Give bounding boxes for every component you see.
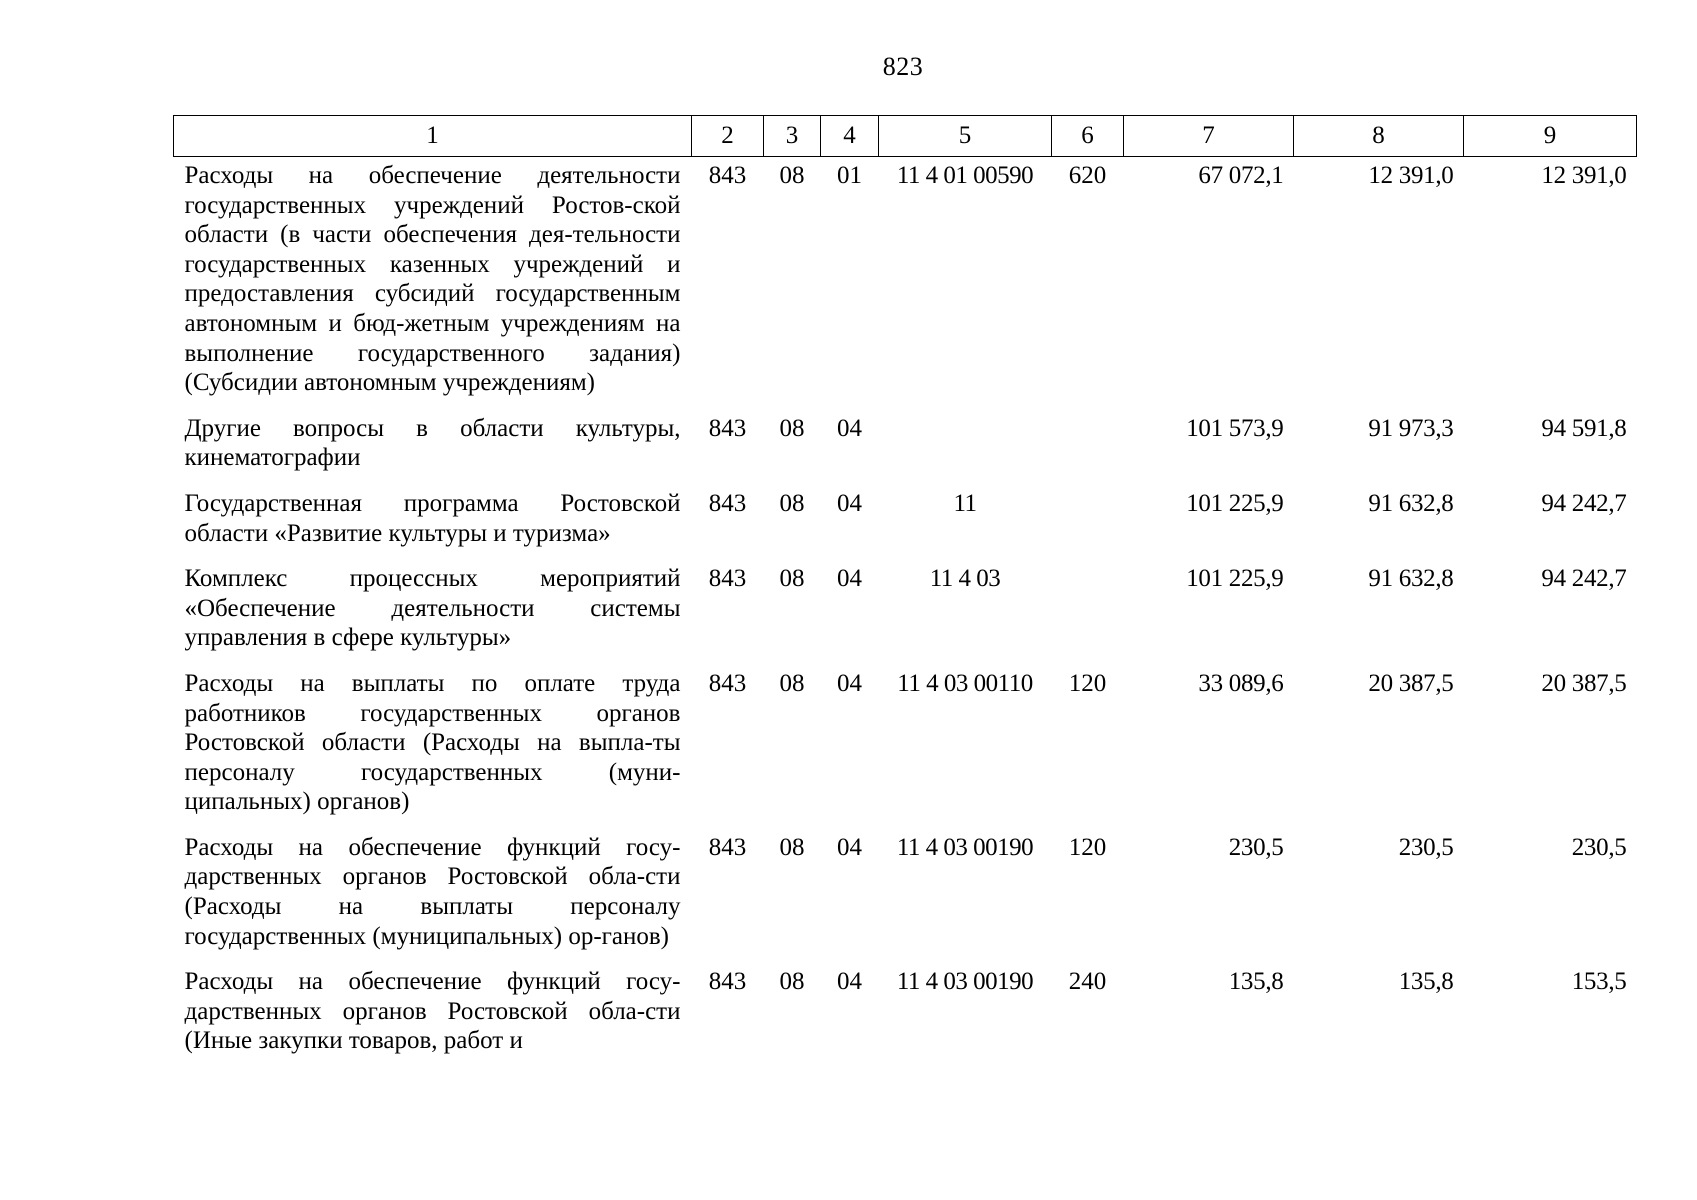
amount-col-7: 101 225,9 [1186,565,1284,593]
amount-col-9: 94 242,7 [1541,489,1627,517]
amount-col-9: 230,5 [1571,833,1627,861]
ministry-code: 843 [708,162,747,189]
table-row [174,406,1637,481]
section-code: 08 [779,565,805,593]
expense-type-code: 240 [1068,968,1107,996]
target-article-code [879,406,1052,481]
row-description: Расходы на обеспечение деятельности государственных учреждений Ростов-ской области (в части обеспечения дея-тельности государственных казенных учреждений и предоставления субсидий государственным автономным и бюд-жетным учреждениям на выполнение государственного задания) (Субсидии автономным учреждениям) [184,162,681,397]
ministry-code: 843 [708,414,747,442]
subsection-code: 04 [837,414,862,442]
section-code: 08 [779,162,805,189]
amount-col-8: 12 391,0 [1368,162,1454,189]
expense-type-code: 620 [1068,162,1107,189]
amount-col-8: 91 973,3 [1368,414,1454,442]
row-description: Расходы на обеспечение функций госу-дарственных органов Ростовской обла-сти (Расходы на выплаты персоналу государственных (муниципальных) ор-ганов) [184,833,681,950]
expense-type-code [1052,556,1124,661]
table-row [174,959,1637,1064]
expense-type-code: 120 [1068,833,1107,861]
subsection-code: 04 [837,833,862,861]
section-code: 08 [779,833,805,861]
page-number: 823 [882,52,924,81]
ministry-code: 843 [708,565,747,593]
column-header: 7 [1124,116,1294,157]
amount-col-9: 94 242,7 [1541,565,1627,593]
section-code: 08 [779,414,805,442]
expense-type-code [1052,406,1124,481]
amount-col-7: 230,5 [1228,833,1284,861]
column-header: 4 [821,116,879,157]
column-header: 2 [692,116,764,157]
section-code: 08 [779,489,805,517]
row-description: Другие вопросы в области культуры, кинематографии [184,414,681,472]
ministry-code: 843 [708,489,747,517]
target-article-code: 11 4 03 [929,565,1001,593]
amount-col-8: 230,5 [1398,833,1454,861]
table-row [174,556,1637,661]
amount-col-7: 101 573,9 [1186,414,1284,442]
amount-col-8: 135,8 [1398,968,1454,996]
table-row [174,825,1637,959]
table-row [174,661,1637,825]
amount-col-9: 12 391,0 [1541,162,1627,189]
amount-col-7: 135,8 [1228,968,1284,996]
column-header: 1 [174,116,692,157]
column-header: 6 [1052,116,1124,157]
column-header: 9 [1464,116,1637,157]
amount-col-9: 94 591,8 [1541,414,1627,442]
expense-type-code: 120 [1068,669,1107,697]
row-description: Расходы на обеспечение функций госу-дарственных органов Ростовской обла-сти (Иные закупки товаров, работ и [184,968,681,1055]
section-code: 08 [779,968,805,996]
target-article-code: 11 4 03 00110 [897,669,1033,697]
row-description: Комплекс процессных мероприятий «Обеспечение деятельности системы управления в сфере культуры» [184,565,681,652]
target-article-code: 11 4 03 00190 [896,968,1034,996]
ministry-code: 843 [708,968,747,996]
amount-col-8: 20 387,5 [1368,669,1454,697]
target-article-code: 11 4 03 00190 [896,833,1034,861]
column-header: 8 [1294,116,1464,157]
row-description: Государственная программа Ростовской области «Развитие культуры и туризма» [184,489,681,547]
amount-col-9: 153,5 [1571,968,1627,996]
expense-type-code [1052,481,1124,556]
amount-col-7: 33 089,6 [1198,669,1284,697]
target-article-code: 11 [953,489,977,517]
ministry-code: 843 [708,669,747,697]
amount-col-7: 67 072,1 [1198,162,1284,189]
amount-col-9: 20 387,5 [1541,669,1627,697]
column-header: 5 [879,116,1052,157]
table-header-row [174,116,1637,157]
subsection-code: 04 [837,968,862,996]
budget-table [173,115,1637,1064]
subsection-code: 04 [837,489,862,517]
ministry-code: 843 [708,833,747,861]
table-row [174,157,1637,406]
subsection-code: 04 [837,565,862,593]
section-code: 08 [779,669,805,697]
amount-col-7: 101 225,9 [1186,489,1284,517]
column-header: 3 [764,116,821,157]
target-article-code: 11 4 01 00590 [896,162,1034,189]
amount-col-8: 91 632,8 [1368,489,1454,517]
amount-col-8: 91 632,8 [1368,565,1454,593]
row-description: Расходы на выплаты по оплате труда работников государственных органов Ростовской области (Расходы на выпла-ты персоналу государственных (муни-ципальных) органов) [184,669,681,816]
subsection-code: 01 [837,162,862,189]
table-row [174,481,1637,556]
subsection-code: 04 [837,669,862,697]
